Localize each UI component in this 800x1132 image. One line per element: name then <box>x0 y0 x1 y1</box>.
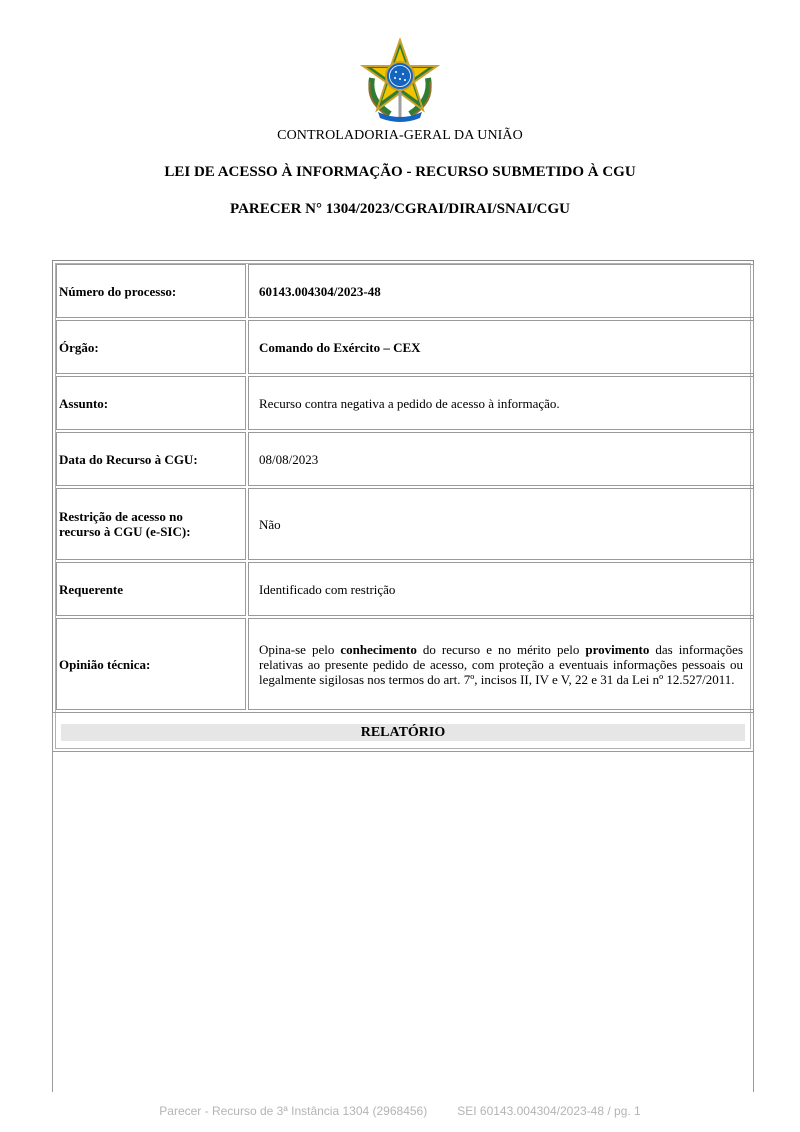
value-assunto: Recurso contra negativa a pedido de acesso à informação. <box>248 376 754 430</box>
label-requerente: Requerente <box>56 562 246 616</box>
label-orgao: Órgão: <box>56 320 246 374</box>
opiniao-tecnica-text <box>259 642 743 687</box>
organization-name: CONTROLADORIA-GERAL DA UNIÃO <box>277 128 523 143</box>
value-data-recurso: 08/08/2023 <box>248 432 754 486</box>
relatorio-title: RELATÓRIO <box>61 724 745 741</box>
page-footer <box>0 1104 800 1118</box>
label-numero-processo: Número do processo: <box>56 264 246 318</box>
value-opiniao-tecnica <box>248 618 754 710</box>
opiniao-part-2: do recurso e no mérito pelo <box>416 641 586 657</box>
value-orgao: Comando do Exército – CEX <box>248 320 754 374</box>
relatorio-body <box>52 752 754 1092</box>
label-restricao-acesso: Restrição de acesso no recurso à CGU (e-SIC): <box>56 488 246 560</box>
opiniao-part-3: das informações relativas ao presente pedido de acesso, com proteção a eventuais informações pessoais ou legalmente sigilosas nos termos do art. 7º, incisos II, IV e V, 22 e 31 da Lei nº 12.527/2011. <box>259 641 743 687</box>
value-numero-processo: 60143.004304/2023-48 <box>248 264 754 318</box>
label-opiniao-tecnica: Opinião técnica: <box>56 618 246 710</box>
process-info-table <box>52 260 754 752</box>
value-requerente: Identificado com restrição <box>248 562 754 616</box>
label-data-recurso: Data do Recurso à CGU: <box>56 432 246 486</box>
parecer-number: PARECER N° 1304/2023/CGRAI/DIRAI/SNAI/CGU <box>230 201 570 217</box>
opiniao-provimento: provimento <box>585 641 650 657</box>
footer-document-id: Parecer - Recurso de 3ª Instância 1304 (2968456) <box>159 1104 428 1118</box>
value-restricao-acesso: Não <box>248 488 754 560</box>
label-assunto: Assunto: <box>56 376 246 430</box>
brazil-coat-of-arms-icon <box>358 38 442 122</box>
document-title: LEI DE ACESSO À INFORMAÇÃO - RECURSO SUBMETIDO À CGU <box>164 164 636 180</box>
opiniao-part-1: Opina-se pelo <box>259 641 341 657</box>
footer-process-page: SEI 60143.004304/2023-48 / pg. 1 <box>457 1104 641 1118</box>
opiniao-conhecimento: conhecimento <box>340 641 417 657</box>
relatorio-section-header <box>52 712 754 752</box>
